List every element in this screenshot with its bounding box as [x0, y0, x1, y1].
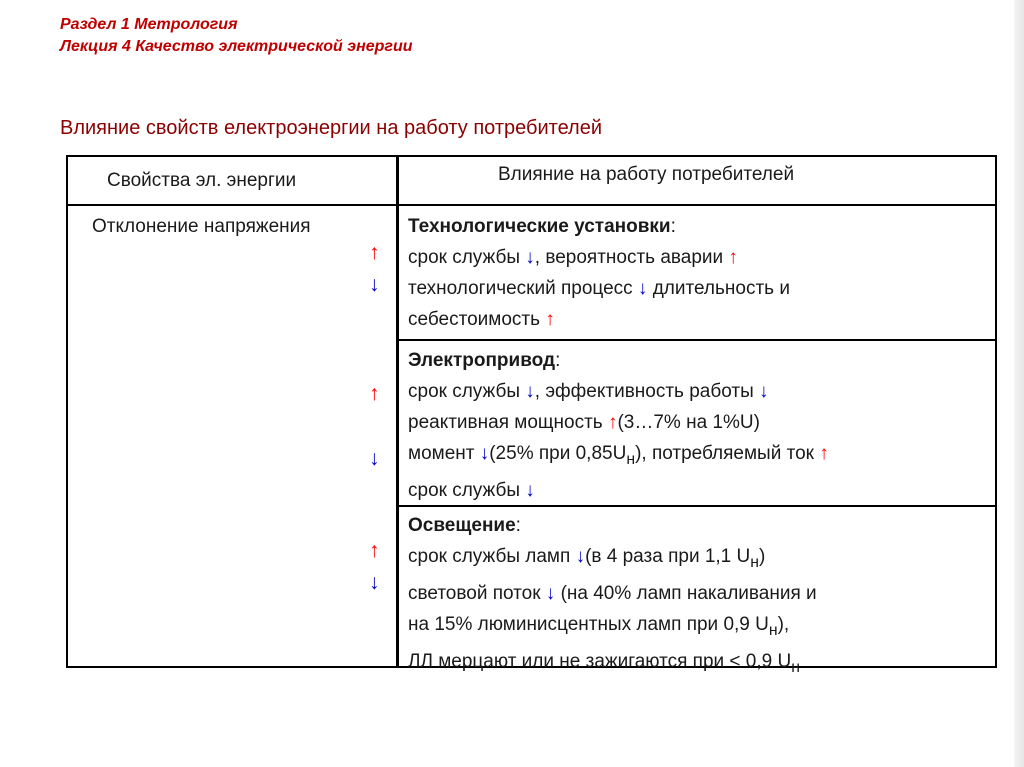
voltage-down-arrow-icon: ↓ [369, 273, 380, 296]
row-divider-1 [397, 339, 997, 341]
section-line: на 15% люминисцентных ламп при 0,9 $U_н$), [408, 613, 790, 639]
column-header-influence: Влияние на работу потребителей [498, 164, 795, 185]
column-header-properties: Свойства эл. энергии [107, 170, 297, 191]
column-divider [396, 155, 399, 668]
drive-up-arrow-icon: ↑ [369, 382, 380, 405]
section-line: срок службы ламп ↓(в 4 раза при 1,1 $U_н$) [408, 546, 766, 571]
section-line: световой поток ↓ (на 40% ламп накаливания и [408, 582, 817, 604]
down-arrow-icon: ↓ [525, 479, 535, 501]
section-tech-installations [408, 211, 790, 335]
down-arrow-icon: ↓ [525, 381, 535, 402]
section-line: момент ↓(25% при $0,85U_н$), потребляемый ток ↑ [408, 443, 829, 468]
down-arrow-icon: ↓ [479, 443, 490, 464]
up-arrow-icon: ↑ [819, 443, 829, 464]
section-line: ЛЛ мерцают или не зажигаются при < 0,9 $U_н$ [408, 650, 800, 676]
section-line: срок службы ↓ [408, 479, 535, 501]
section-line: срок службы ↓, эффективность работы ↓ [408, 381, 769, 402]
voltage-up-arrow-icon: ↑ [369, 241, 380, 264]
section-line: технологический процесс ↓ длительность и [408, 278, 790, 299]
section-heading: Электропривод: [408, 350, 561, 371]
down-arrow-icon: ↓ [759, 381, 769, 402]
section-electric-drive [408, 345, 829, 506]
header-divider [66, 204, 997, 206]
down-arrow-icon: ↓ [545, 582, 556, 604]
section-label: Раздел 1 Метрология [60, 16, 238, 33]
down-arrow-icon: ↓ [525, 247, 535, 268]
property-cell: Отклонение напряжения [92, 216, 311, 237]
lecture-label: Лекция 4 Качество электрической энергии [60, 38, 413, 55]
section-line: себестоимость ↑ [408, 309, 555, 330]
up-arrow-icon: ↑ [728, 247, 738, 268]
up-arrow-icon: ↑ [607, 412, 618, 433]
section-heading: Освещение: [408, 515, 521, 536]
slide-header [60, 14, 413, 58]
down-arrow-icon: ↓ [575, 546, 586, 567]
drive-down-arrow-icon: ↓ [369, 447, 380, 470]
section-heading: Технологические установки: [408, 216, 676, 237]
light-down-arrow-icon: ↓ [369, 571, 380, 594]
slide-edge [1014, 0, 1024, 767]
section-line: срок службы ↓, вероятность аварии ↑ [408, 247, 738, 268]
down-arrow-icon: ↓ [637, 278, 648, 299]
light-up-arrow-icon: ↑ [369, 539, 380, 562]
up-arrow-icon: ↑ [545, 309, 555, 330]
page-title: Влияние свойств електроэнергии на работу потребителей [60, 117, 603, 139]
section-lighting [408, 510, 817, 682]
section-line: реактивная мощность ↑(3…7% на 1%U) [408, 412, 760, 433]
